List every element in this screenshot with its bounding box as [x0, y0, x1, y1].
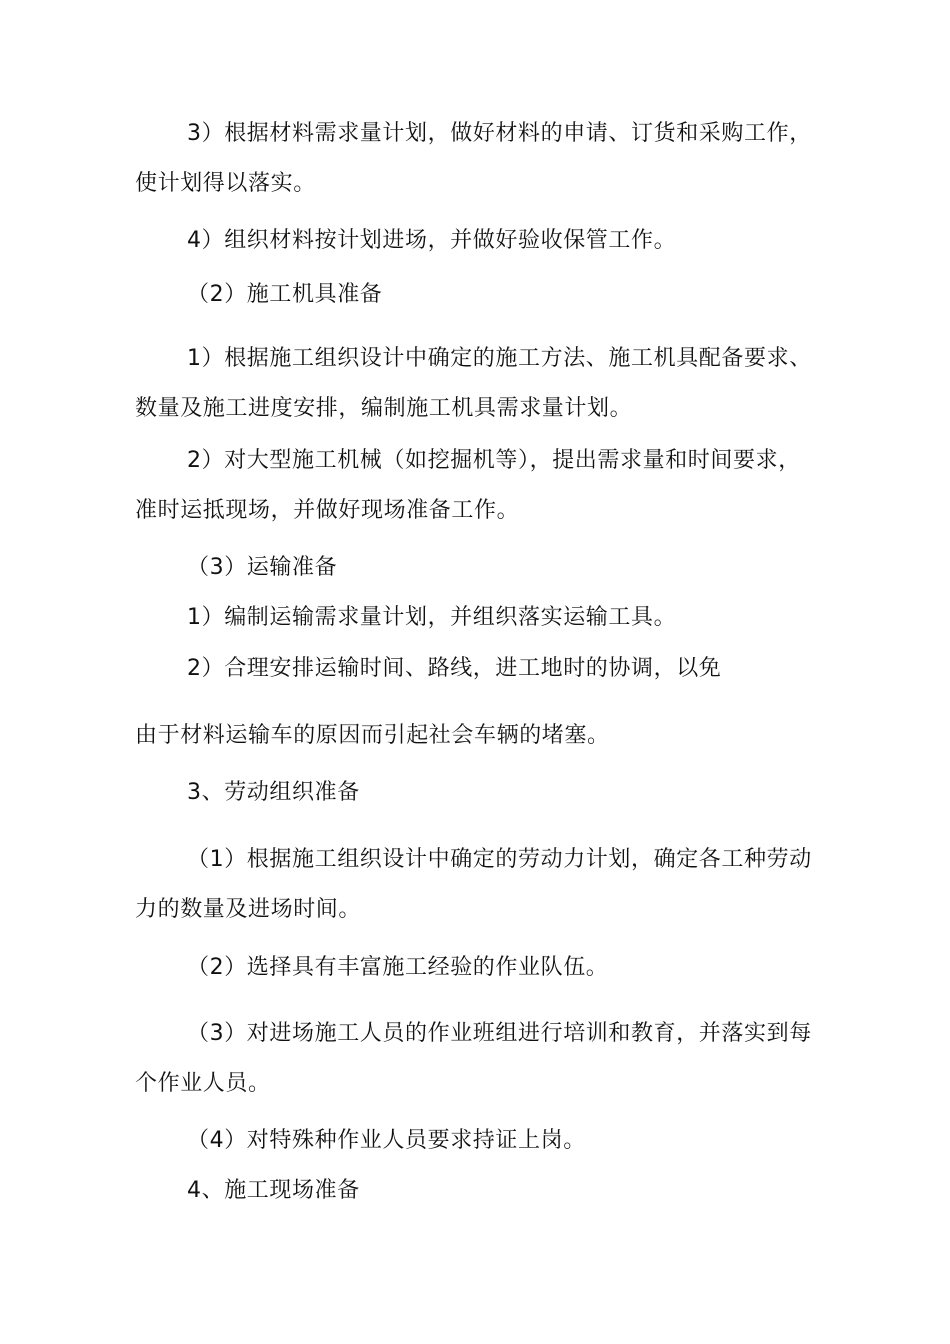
paragraph-line: （1）根据施工组织设计中确定的劳动力计划，确定各工种劳动	[187, 847, 812, 872]
section-heading: （3）运输准备	[187, 555, 338, 580]
paragraph-line: 力的数量及进场时间。	[135, 897, 362, 922]
section-heading: （2）施工机具准备	[187, 282, 383, 307]
paragraph-line: 准时运抵现场，并做好现场准备工作。	[135, 498, 520, 523]
section-heading: 3、劳动组织准备	[187, 780, 360, 805]
paragraph-line: 个作业人员。	[135, 1071, 271, 1096]
paragraph-line: 1）编制运输需求量计划，并组织落实运输工具。	[187, 605, 677, 630]
paragraph-line: 3）根据材料需求量计划，做好材料的申请、订货和采购工作，	[187, 121, 812, 146]
paragraph-line: 由于材料运输车的原因而引起社会车辆的堵塞。	[135, 723, 610, 748]
paragraph-line: 4）组织材料按计划进场，并做好验收保管工作。	[187, 228, 677, 253]
paragraph-line: （2）选择具有丰富施工经验的作业队伍。	[187, 955, 609, 980]
paragraph-line: 2）合理安排运输时间、路线，进工地时的协调，以免	[187, 656, 722, 681]
paragraph-line: 数量及施工进度安排，编制施工机具需求量计划。	[135, 396, 633, 421]
section-heading: 4、施工现场准备	[187, 1178, 360, 1203]
paragraph-line: （4）对特殊种作业人员要求持证上岗。	[187, 1128, 586, 1153]
paragraph-line: （3）对进场施工人员的作业班组进行培训和教育，并落实到每	[187, 1021, 812, 1046]
paragraph-line: 1）根据施工组织设计中确定的施工方法、施工机具配备要求、	[187, 346, 812, 371]
paragraph-line: 2）对大型施工机械（如挖掘机等），提出需求量和时间要求，	[187, 448, 801, 473]
paragraph-line: 使计划得以落实。	[135, 171, 316, 196]
